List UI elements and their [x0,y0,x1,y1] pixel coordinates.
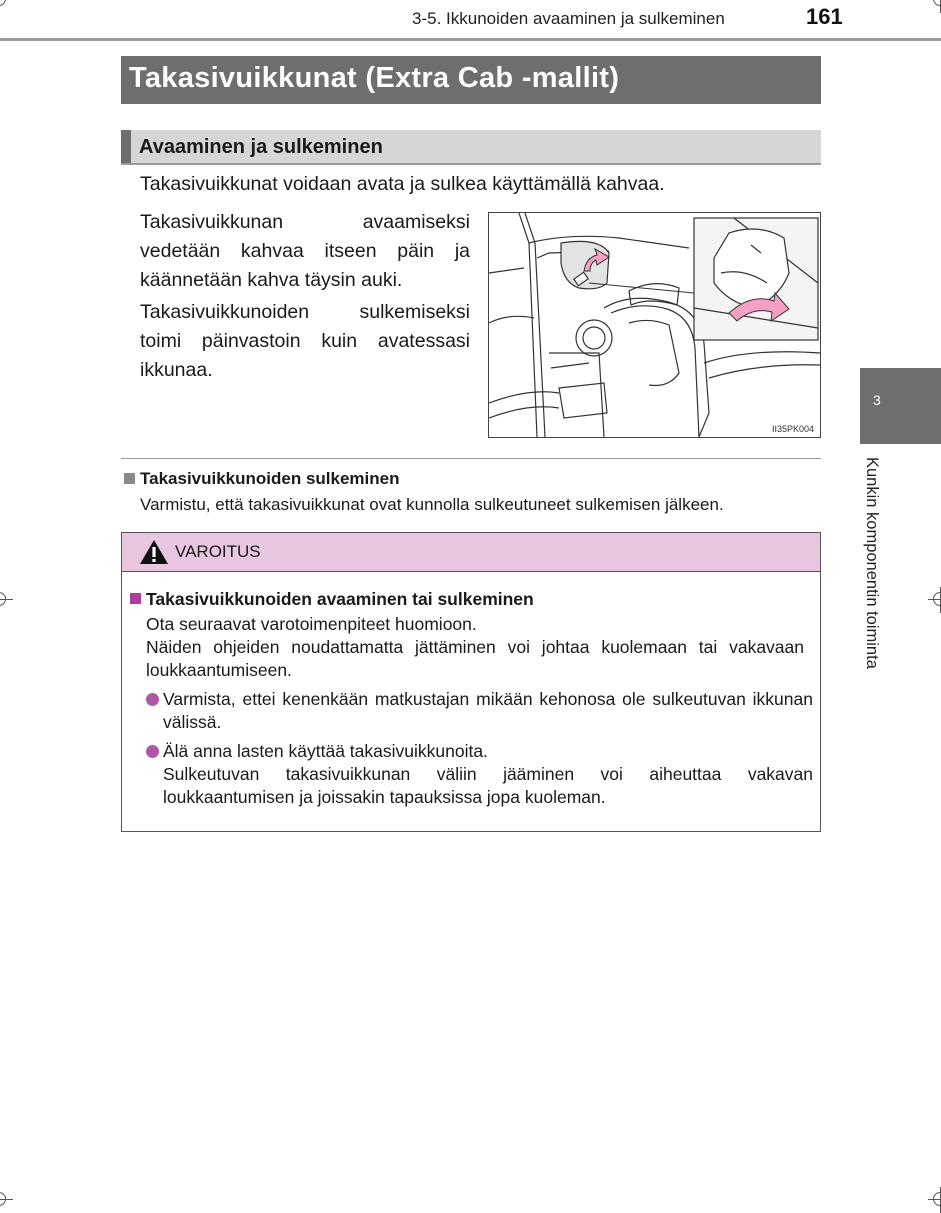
warning-text-consequence: Näiden ohjeiden noudattamatta jättäminen voi johtaa kuolemaan tai vakavaan loukkaantumiseen. [146,637,804,680]
note-bullet-square [124,473,135,484]
registration-mark-left [0,587,13,613]
section-divider [121,458,821,459]
running-header-section: 3-5. Ikkunoiden avaaminen ja sulkeminen [412,9,725,28]
warning-bullet-1: Varmista, ettei kenenkään matkustajan mikään kehonosa ole sulkeutuvan ikkunan välissä. [163,689,813,732]
warning-triangle-icon [139,539,169,565]
note-heading: Takasivuikkunoiden sulkeminen [140,469,400,488]
registration-mark-bottom-left [0,1187,13,1213]
registration-mark-right [928,587,941,613]
warning-heading-square [130,593,141,604]
window-handle-illustration [488,212,821,438]
warning-text-line: Ota seuraavat varotoimenpiteet huomioon. [146,614,477,634]
chapter-number: 3 [873,392,881,408]
intro-text: Takasivuikkunat voidaan avata ja sulkea käyttämällä kahvaa. [140,173,665,195]
warning-bullet-2-body: Sulkeutuvan takasivuikkunan väliin jääminen voi aiheuttaa vakavan loukkaantumisen ja joissakin tapauksissa jopa kuoleman. [163,764,813,807]
page-title: Takasivuikkunat (Extra Cab -mallit) [129,62,620,94]
chapter-title: Kunkin komponentin toiminta [863,457,881,669]
registration-mark-top-right [928,0,941,13]
subsection-title-bar [121,130,821,165]
warning-bullet-2-title: Älä anna lasten käyttää takasivuikkunoita. [163,741,488,761]
header-rule [0,38,941,41]
closing-instructions: Takasivuikkunoiden sulkemiseksi toimi päinvastoin kuin avatessasi ikkunaa. [140,301,470,381]
main-title-bar [121,56,821,104]
chapter-tab [860,368,941,444]
warning-heading: Takasivuikkunoiden avaaminen tai sulkeminen [146,589,534,609]
registration-mark-top-left [0,0,13,13]
bullet-dot-icon [146,693,159,706]
warning-header [122,533,820,572]
warning-label: VAROITUS [175,542,261,561]
opening-instructions: Takasivuikkunan avaamiseksi vedetään kahvaa itseen päin ja käännetään kahva täysin auki. [140,211,470,291]
subsection-accent [121,130,131,163]
registration-mark-bottom-right [928,1187,941,1213]
bullet-dot-icon [146,745,159,758]
figure-code: II35PK004 [771,424,814,434]
note-body: Varmistu, että takasivuikkunat ovat kunnolla sulkeutuneet sulkemisen jälkeen. [140,495,724,514]
page-number: 161 [806,4,843,29]
subsection-title: Avaaminen ja sulkeminen [139,136,383,158]
warning-box [121,532,821,832]
illustration-drawing [489,213,820,437]
